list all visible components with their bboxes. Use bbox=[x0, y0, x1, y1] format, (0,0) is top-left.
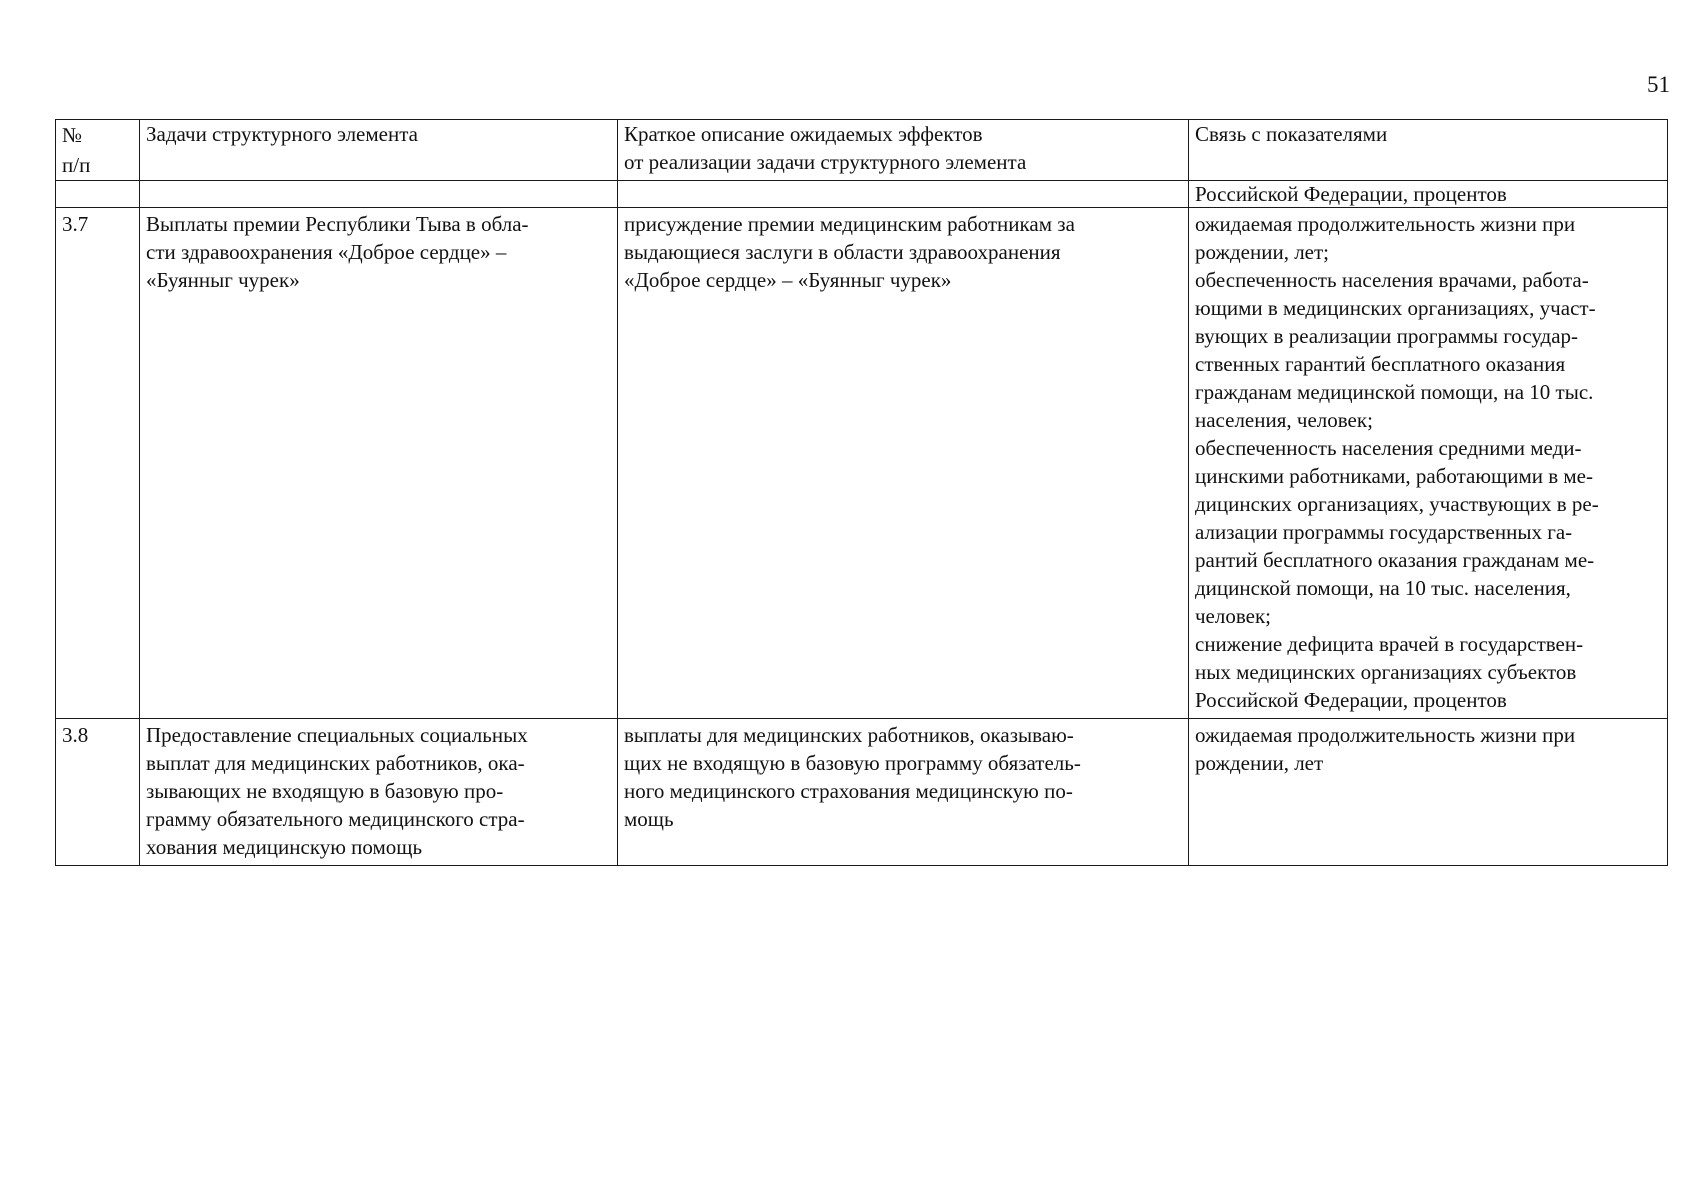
cell-effects bbox=[618, 208, 1189, 719]
cell-links bbox=[1189, 719, 1668, 866]
text-line: Российской Федерации, процентов bbox=[1195, 688, 1507, 712]
cell-links bbox=[1189, 208, 1668, 719]
text-line: рантий бесплатного оказания гражданам ме- bbox=[1195, 548, 1595, 572]
text-line: Предоставление специальных социальных bbox=[146, 723, 528, 747]
text-line: Выплаты премии Республики Тыва в обла- bbox=[146, 212, 529, 236]
header-number-line: п/п bbox=[62, 153, 91, 177]
text-line: вующих в реализации программы государ- bbox=[1195, 324, 1579, 348]
text-line: рождении, лет; bbox=[1195, 240, 1330, 264]
cell-number bbox=[56, 181, 140, 208]
cell-effects bbox=[618, 181, 1189, 208]
text-line: дицинской помощи, на 10 тыс. населения, bbox=[1195, 576, 1571, 600]
cell-tasks bbox=[140, 719, 618, 866]
text-line: обеспеченность населения врачами, работа- bbox=[1195, 268, 1589, 292]
text-line: выплат для медицинских работников, ока- bbox=[146, 751, 525, 775]
text-line: дицинских организациях, участвующих в ре- bbox=[1195, 492, 1599, 516]
indicators-table bbox=[55, 119, 1668, 866]
text-line: обеспеченность населения средними меди- bbox=[1195, 436, 1582, 460]
header-links: Связь с показателями bbox=[1189, 120, 1668, 181]
text-line: рождении, лет bbox=[1195, 751, 1324, 775]
header-effects-line: Краткое описание ожидаемых эффектов bbox=[624, 122, 983, 146]
text-line: ных медицинских организациях субъектов bbox=[1195, 660, 1577, 684]
text-line: ющими в медицинских организациях, участ- bbox=[1195, 296, 1596, 320]
text-line: снижение дефицита врачей в государствен- bbox=[1195, 632, 1584, 656]
cell-number: 3.7 bbox=[56, 208, 140, 719]
header-number-line: № bbox=[62, 123, 83, 147]
table-header-row bbox=[56, 120, 1668, 181]
text-line: мощь bbox=[624, 807, 674, 831]
text-line: ожидаемая продолжительность жизни при bbox=[1195, 212, 1576, 236]
header-tasks: Задачи структурного элемента bbox=[140, 120, 618, 181]
text-line: зывающих не входящую в базовую про- bbox=[146, 779, 504, 803]
text-line: щих не входящую в базовую программу обязатель- bbox=[624, 751, 1081, 775]
text-line: цинскими работниками, работающими в ме- bbox=[1195, 464, 1593, 488]
text-line: гражданам медицинской помощи, на 10 тыс. bbox=[1195, 380, 1594, 404]
table-row bbox=[56, 719, 1668, 866]
text-line: грамму обязательного медицинского стра- bbox=[146, 807, 525, 831]
cell-links: Российской Федерации, процентов bbox=[1189, 181, 1668, 208]
text-line: ожидаемая продолжительность жизни при bbox=[1195, 723, 1576, 747]
header-number bbox=[56, 120, 140, 181]
cell-effects bbox=[618, 719, 1189, 866]
page-number: 51 bbox=[1647, 72, 1670, 97]
text-line: хования медицинскую помощь bbox=[146, 835, 423, 859]
text-line: населения, человек; bbox=[1195, 408, 1373, 432]
cell-tasks bbox=[140, 208, 618, 719]
text-line: выплаты для медицинских работников, оказываю- bbox=[624, 723, 1074, 747]
cell-number: 3.8 bbox=[56, 719, 140, 866]
cell-tasks bbox=[140, 181, 618, 208]
text-line: ственных гарантий бесплатного оказания bbox=[1195, 352, 1566, 376]
text-line: сти здравоохранения «Доброе сердце» – bbox=[146, 240, 507, 264]
header-effects-line: от реализации задачи структурного элемента bbox=[624, 150, 1027, 174]
text-line: «Буянныг чурек» bbox=[146, 268, 300, 292]
text-line: ализации программы государственных га- bbox=[1195, 520, 1573, 544]
table-row-carryover bbox=[56, 181, 1668, 208]
text-line: «Доброе сердце» – «Буянныг чурек» bbox=[624, 268, 952, 292]
text-line: ного медицинского страхования медицинскую по- bbox=[624, 779, 1073, 803]
text-line: присуждение премии медицинским работникам за bbox=[624, 212, 1075, 236]
text-line: человек; bbox=[1195, 604, 1272, 628]
header-effects bbox=[618, 120, 1189, 181]
text-line: выдающиеся заслуги в области здравоохранения bbox=[624, 240, 1061, 264]
table-row bbox=[56, 208, 1668, 719]
